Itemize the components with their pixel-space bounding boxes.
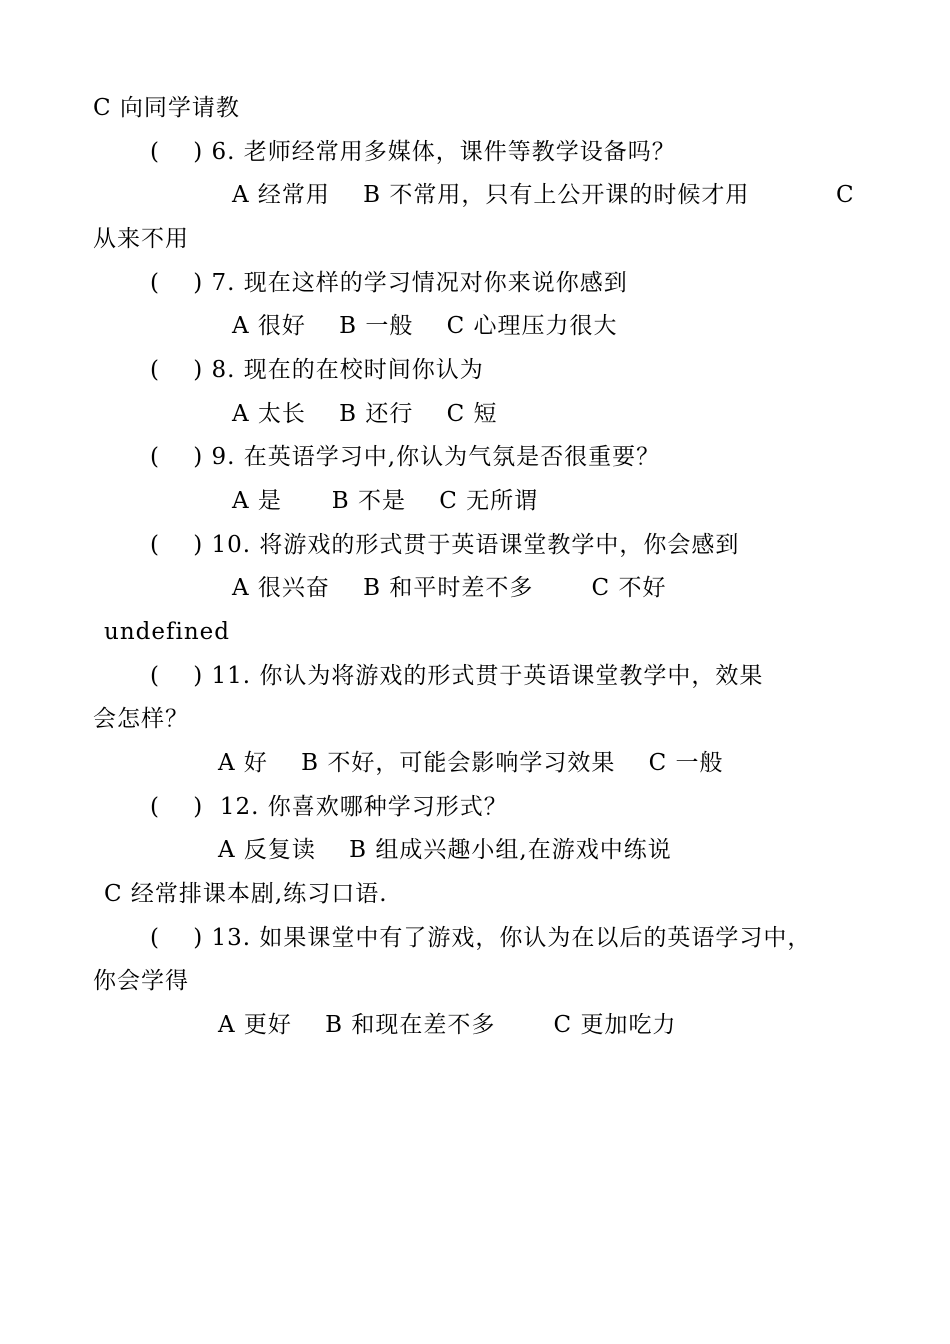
question-13: ( ) 13. 如果课堂中有了游戏，你认为在以后的英语学习中， (150, 925, 812, 951)
question-11: ( ) 11. 你认为将游戏的形式贯于英语课堂教学中，效果 (150, 663, 764, 689)
question-7: ( ) 7. 现在这样的学习情况对你来说你感到 (150, 270, 628, 296)
question-9-options: A 是 B 不是 C 无所谓 (232, 488, 539, 514)
question-8-options: A 太长 B 还行 C 短 (232, 401, 498, 427)
question-9: ( ) 9. 在英语学习中,你认为气氛是否很重要？ (150, 444, 661, 470)
question-8: ( ) 8. 现在的在校时间你认为 (150, 357, 484, 383)
question-6-option-c-text: 从来不用 (93, 226, 189, 252)
question-12-option-c: C 经常排课本剧,练习口语. (104, 881, 388, 907)
question-10-options: A 很兴奋 B 和平时差不多 C 不好 (232, 575, 667, 601)
question-10: ( ) 10. 将游戏的形式贯于英语课堂教学中，你会感到 (150, 532, 740, 558)
undefined-text: undefined (104, 619, 230, 645)
question-7-options: A 很好 B 一般 C 心理压力很大 (232, 313, 618, 339)
q5-option-c: C 向同学请教 (93, 95, 240, 121)
question-11-continuation: 会怎样？ (93, 706, 189, 732)
question-6-options: A 经常用 B 不常用，只有上公开课的时候才用 (232, 182, 750, 208)
question-6-option-c-letter: C (836, 182, 855, 208)
question-11-options: A 好 B 不好，可能会影响学习效果 C 一般 (218, 750, 724, 776)
question-13-options: A 更好 B 和现在差不多 C 更加吃力 (218, 1012, 677, 1038)
question-6: ( ) 6. 老师经常用多媒体，课件等教学设备吗？ (150, 139, 676, 165)
question-13-continuation: 你会学得 (93, 968, 189, 994)
question-12: ( ) 12. 你喜欢哪种学习形式？ (150, 794, 508, 820)
question-12-options: A 反复读 B 组成兴趣小组,在游戏中练说 (218, 837, 672, 863)
